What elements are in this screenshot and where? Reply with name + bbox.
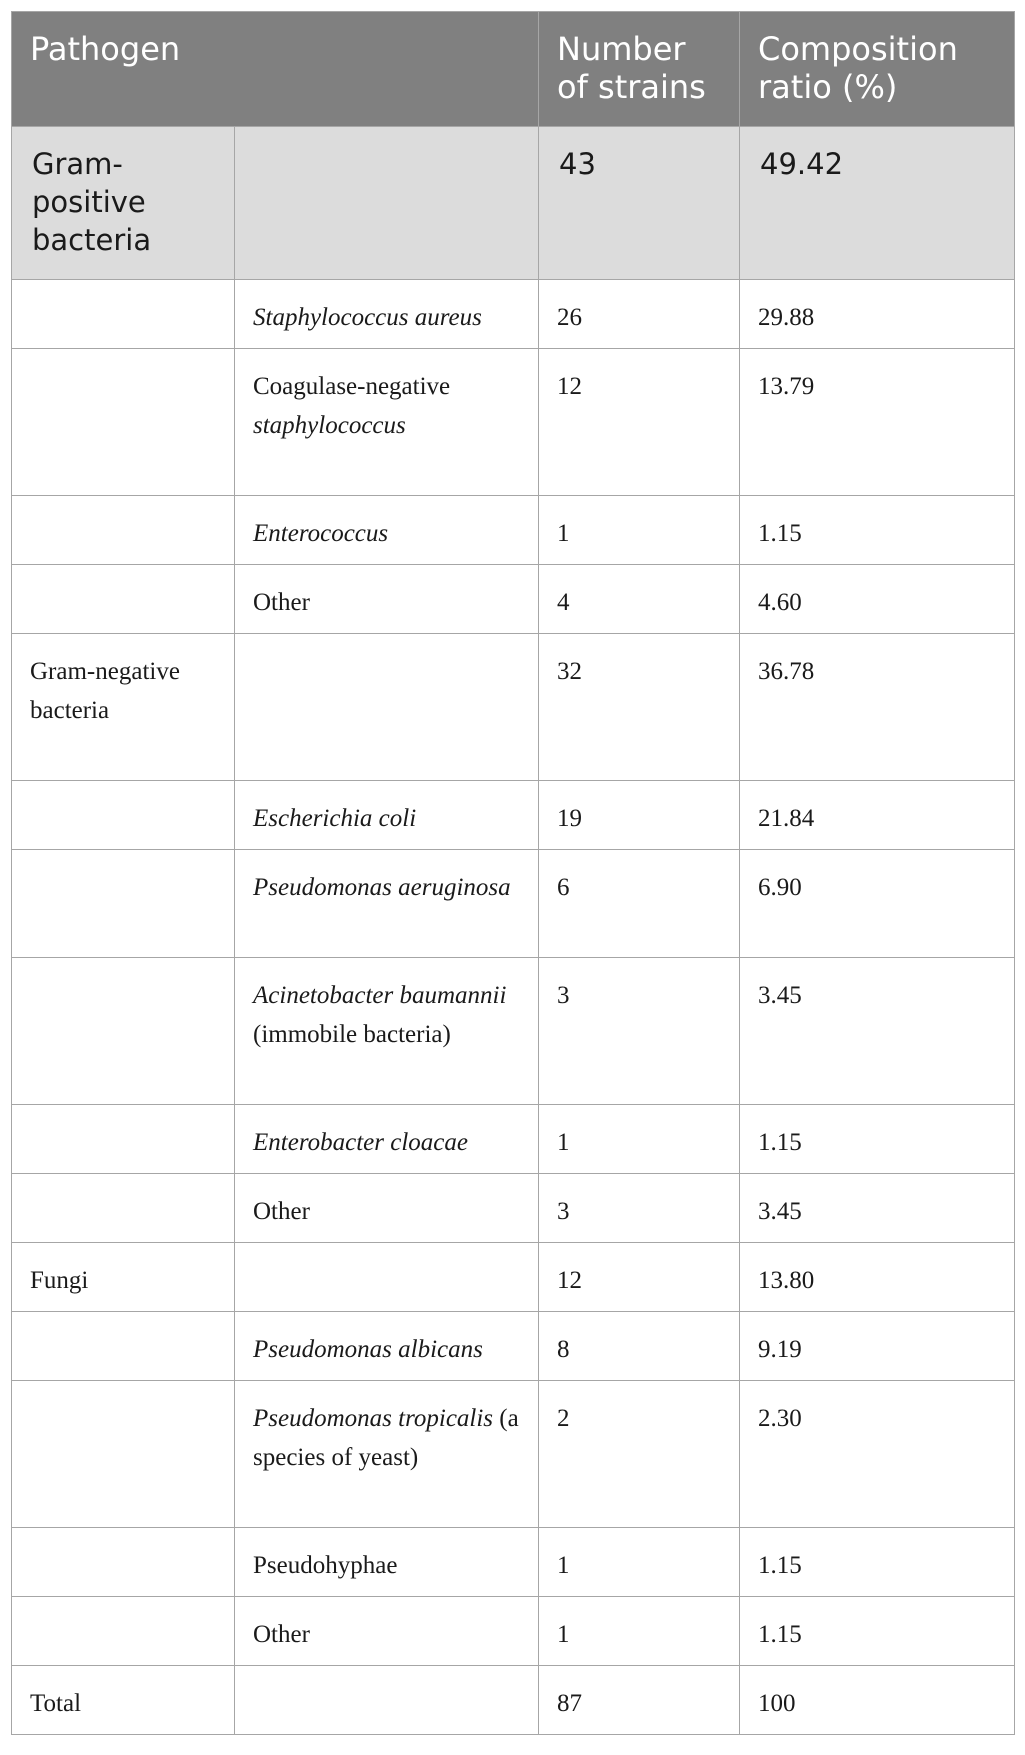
species-cell (235, 958, 539, 1105)
table-row (12, 565, 1015, 634)
group-cell (12, 1528, 235, 1597)
table-row (12, 496, 1015, 565)
species-cell: Enterobacter cloacae (235, 1105, 539, 1174)
group-cell (12, 565, 235, 634)
ratio-cell: 3.45 (740, 958, 1015, 1105)
group-cell (12, 1105, 235, 1174)
species-text: Coagulase-negative (253, 373, 451, 400)
table-row (12, 1381, 1015, 1528)
group-cell: Fungi (12, 1243, 235, 1312)
strains-cell: 8 (539, 1312, 740, 1381)
species-cell: Pseudomonas albicans (235, 1312, 539, 1381)
strains-cell: 4 (539, 565, 740, 634)
table-row (12, 1105, 1015, 1174)
group-cell: Gram-negative bacteria (12, 634, 235, 781)
strains-cell: 43 (539, 127, 740, 280)
species-text: Pseudomonas tropicalis (253, 1405, 494, 1432)
table-row (12, 1528, 1015, 1597)
strains-cell: 87 (539, 1666, 740, 1735)
group-cell (12, 349, 235, 496)
strains-cell: 3 (539, 1174, 740, 1243)
ratio-cell: 1.15 (740, 496, 1015, 565)
strains-cell: 26 (539, 280, 740, 349)
ratio-cell: 49.42 (740, 127, 1015, 280)
strains-cell: 19 (539, 781, 740, 850)
group-cell (12, 496, 235, 565)
group-cell (12, 1174, 235, 1243)
table-row (12, 781, 1015, 850)
table-row (12, 280, 1015, 349)
ratio-cell: 2.30 (740, 1381, 1015, 1528)
strains-cell: 1 (539, 1597, 740, 1666)
strains-cell: 12 (539, 349, 740, 496)
group-cell (12, 850, 235, 958)
species-cell: Pseudohyphae (235, 1528, 539, 1597)
header-pathogen: Pathogen (12, 12, 539, 127)
table-row (12, 1312, 1015, 1381)
species-tail: (immobile bacteria) (253, 1021, 451, 1048)
strains-cell: 6 (539, 850, 740, 958)
species-cell: Enterococcus (235, 496, 539, 565)
header-row (12, 12, 1015, 127)
ratio-cell: 36.78 (740, 634, 1015, 781)
species-cell: Other (235, 1174, 539, 1243)
species-tail: staphylococcus (253, 412, 406, 439)
table-row (12, 634, 1015, 781)
ratio-cell: 9.19 (740, 1312, 1015, 1381)
strains-cell: 12 (539, 1243, 740, 1312)
ratio-cell: 1.15 (740, 1597, 1015, 1666)
species-cell: Escherichia coli (235, 781, 539, 850)
table-row (12, 1243, 1015, 1312)
table-row (12, 349, 1015, 496)
ratio-cell: 1.15 (740, 1105, 1015, 1174)
ratio-cell: 13.79 (740, 349, 1015, 496)
strains-cell: 1 (539, 1528, 740, 1597)
group-cell (12, 958, 235, 1105)
species-cell: Other (235, 1597, 539, 1666)
species-text: Acinetobacter baumannii (253, 982, 507, 1009)
ratio-cell: 6.90 (740, 850, 1015, 958)
species-cell (235, 634, 539, 781)
pathogen-table (11, 11, 1015, 1735)
strains-cell: 32 (539, 634, 740, 781)
strains-cell: 2 (539, 1381, 740, 1528)
ratio-cell: 3.45 (740, 1174, 1015, 1243)
table-row (12, 1174, 1015, 1243)
group-cell (12, 1312, 235, 1381)
table-row (12, 958, 1015, 1105)
ratio-cell: 4.60 (740, 565, 1015, 634)
table-row (12, 1666, 1015, 1735)
species-tail: (a species of yeast) (253, 1405, 519, 1471)
species-cell: Pseudomonas aeruginosa (235, 850, 539, 958)
species-cell: Other (235, 565, 539, 634)
species-cell (235, 349, 539, 496)
strains-cell: 1 (539, 1105, 740, 1174)
species-cell (235, 127, 539, 280)
table-row (12, 1597, 1015, 1666)
ratio-cell: 21.84 (740, 781, 1015, 850)
ratio-cell: 100 (740, 1666, 1015, 1735)
ratio-cell: 1.15 (740, 1528, 1015, 1597)
ratio-cell: 13.80 (740, 1243, 1015, 1312)
group-cell (12, 1381, 235, 1528)
species-cell: Staphylococcus aureus (235, 280, 539, 349)
strains-cell: 3 (539, 958, 740, 1105)
species-cell (235, 1243, 539, 1312)
ratio-cell: 29.88 (740, 280, 1015, 349)
strains-cell: 1 (539, 496, 740, 565)
group-cell (12, 1597, 235, 1666)
header-composition-ratio: Composition ratio (%) (740, 12, 1015, 127)
group-cell (12, 781, 235, 850)
header-number-of-strains: Number of strains (539, 12, 740, 127)
species-cell (235, 1666, 539, 1735)
group-cell: Gram-positive bacteria (12, 127, 235, 280)
group-cell: Total (12, 1666, 235, 1735)
table-row (12, 127, 1015, 280)
species-cell (235, 1381, 539, 1528)
group-cell (12, 280, 235, 349)
table-row (12, 850, 1015, 958)
